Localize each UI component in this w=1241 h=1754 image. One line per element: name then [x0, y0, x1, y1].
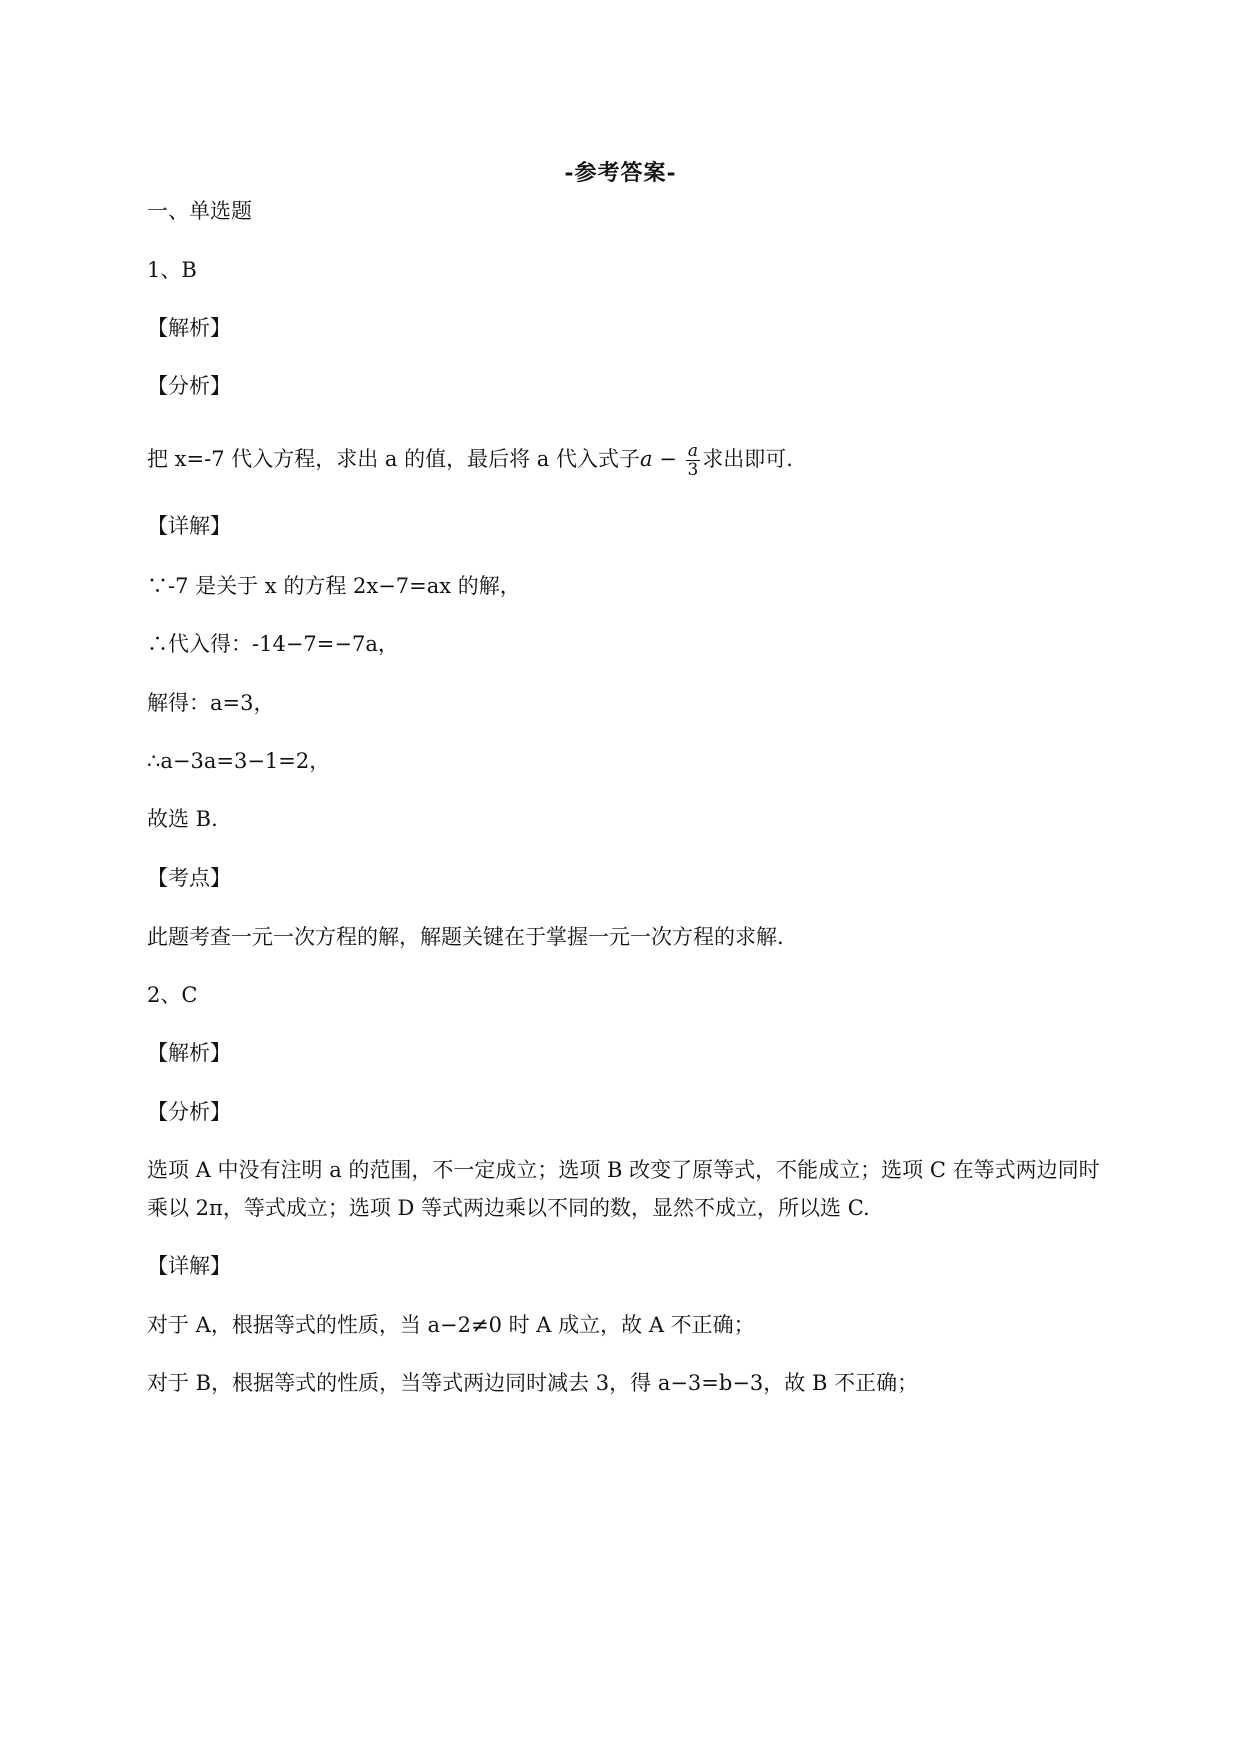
q2-jiexi-label: 【解析】 [147, 1041, 231, 1065]
q1-jiexi-label: 【解析】 [147, 316, 231, 340]
q1-kaodian-label: 【考点】 [147, 866, 231, 890]
q1-step: ∵-7 是关于 x 的方程 2x−7=ax 的解， [147, 574, 521, 598]
q1-xiangjie-label: 【详解】 [147, 514, 231, 538]
q1-step: ∴代入得：-14−7=−7a， [147, 632, 399, 656]
q1-fraction-denominator: 3 [687, 460, 699, 480]
q1-fenxi-text [147, 442, 1107, 479]
q1-step: 故选 B. [147, 807, 218, 831]
q2-step: 对于 A，根据等式的性质，当 a−2≠0 时 A 成立，故 A 不正确； [147, 1313, 755, 1337]
q1-fenxi-before: 把 x=-7 代入方程，求出 a 的值，最后将 a 代入式子 [147, 447, 640, 471]
q1-expr-minus: − [652, 447, 684, 471]
q1-step: ∴a−3a=3−1=2， [147, 749, 331, 773]
q2-step: 对于 B，根据等式的性质，当等式两边同时减去 3，得 a−3=b−3，故 B 不正确； [147, 1371, 919, 1395]
q1-fraction [685, 442, 700, 479]
q1-expr-variable: a [640, 447, 653, 471]
q1-fraction-numerator: a [687, 441, 698, 461]
q1-fenxi-after: 求出即可. [702, 447, 793, 471]
q2-fenxi-line1: 选项 A 中没有注明 a 的范围，不一定成立；选项 B 改变了原等式，不能成立；选项 C 在等式两边同时 [147, 1158, 1100, 1182]
q2-xiangjie-label: 【详解】 [147, 1254, 231, 1278]
q2-fenxi-label: 【分析】 [147, 1100, 231, 1124]
q2-answer: 2、C [147, 983, 198, 1007]
q1-step: 解得：a=3， [147, 691, 275, 715]
q1-kaodian-text: 此题考查一元一次方程的解，解题关键在于掌握一元一次方程的求解. [147, 925, 784, 949]
page-title: -参考答案- [564, 160, 677, 186]
q1-fenxi-label: 【分析】 [147, 374, 231, 398]
section-heading: 一、单选题 [147, 199, 252, 223]
q2-fenxi-line2: 乘以 2π，等式成立；选项 D 等式两边乘以不同的数，显然不成立，所以选 C. [147, 1196, 870, 1220]
q1-answer: 1、B [147, 258, 197, 282]
